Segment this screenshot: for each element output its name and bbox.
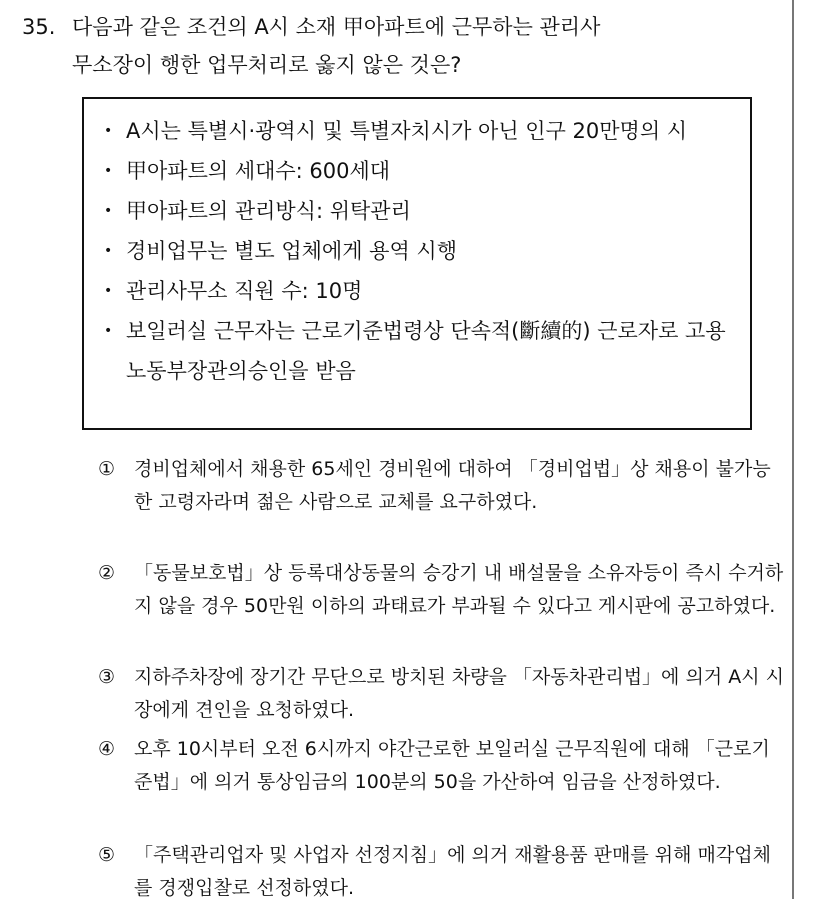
conditions-box xyxy=(82,97,752,430)
answer-option-1[interactable]: ① 경비업체에서 채용한 65세인 경비원에 대하여 「경비업법」상 채용이 불가능한 고령자라며 젊은 사람으로 교체를 요구하였다. xyxy=(98,458,771,513)
bullet-icon: • xyxy=(104,283,113,299)
column-divider xyxy=(792,0,794,899)
answer-option-4[interactable]: ④ 오후 10시부터 오전 6시까지 야간근로한 보일러실 근무직원에 대해 「근로기준법」에 의거 통상임금의 100분의 50을 가산하여 임금을 산정하였다. xyxy=(98,738,770,793)
question-text-line1: 다음과 같은 조건의 A시 소재 甲아파트에 근무하는 관리사 xyxy=(72,15,601,39)
bullet-icon: • xyxy=(104,163,113,179)
answer-option-3[interactable]: ③ 지하주차장에 장기간 무단으로 방치된 차량을 「자동차관리법」에 의거 A시 시장에게 견인을 요청하였다. xyxy=(98,666,784,721)
condition-item: • 관리사무소 직원 수: 10명 xyxy=(104,271,750,311)
bullet-icon: • xyxy=(104,323,113,339)
condition-item: • 甲아파트의 관리방식: 위탁관리 xyxy=(104,191,750,231)
question-number: 35. xyxy=(22,15,56,39)
answer-option-5[interactable]: ⑤ 「주택관리업자 및 사업자 선정지침」에 의거 재활용품 판매를 위해 매각업체를 경쟁입찰로 선정하였다. xyxy=(98,844,771,899)
condition-item: • 甲아파트의 세대수: 600세대 xyxy=(104,151,750,191)
condition-item: • 경비업무는 별도 업체에게 용역 시행 xyxy=(104,231,750,271)
condition-item: • A시는 특별시·광역시 및 특별자치시가 아닌 인구 20만명의 시 xyxy=(104,111,750,151)
question-text-line2: 무소장이 행한 업무처리로 옳지 않은 것은? xyxy=(72,53,462,77)
bullet-icon: • xyxy=(104,123,113,139)
condition-item: • 보일러실 근무자는 근로기준법령상 단속적(斷續的) 근로자로 고용노동부장관의승인을 받음 xyxy=(104,311,750,391)
answer-option-2[interactable]: ② 「동물보호법」상 등록대상동물의 승강기 내 배설물을 소유자등이 즉시 수거하지 않을 경우 50만원 이하의 과태료가 부과될 수 있다고 게시판에 공고하였다. xyxy=(98,562,784,617)
question xyxy=(22,8,782,84)
bullet-icon: • xyxy=(104,203,113,219)
bullet-icon: • xyxy=(104,243,113,259)
